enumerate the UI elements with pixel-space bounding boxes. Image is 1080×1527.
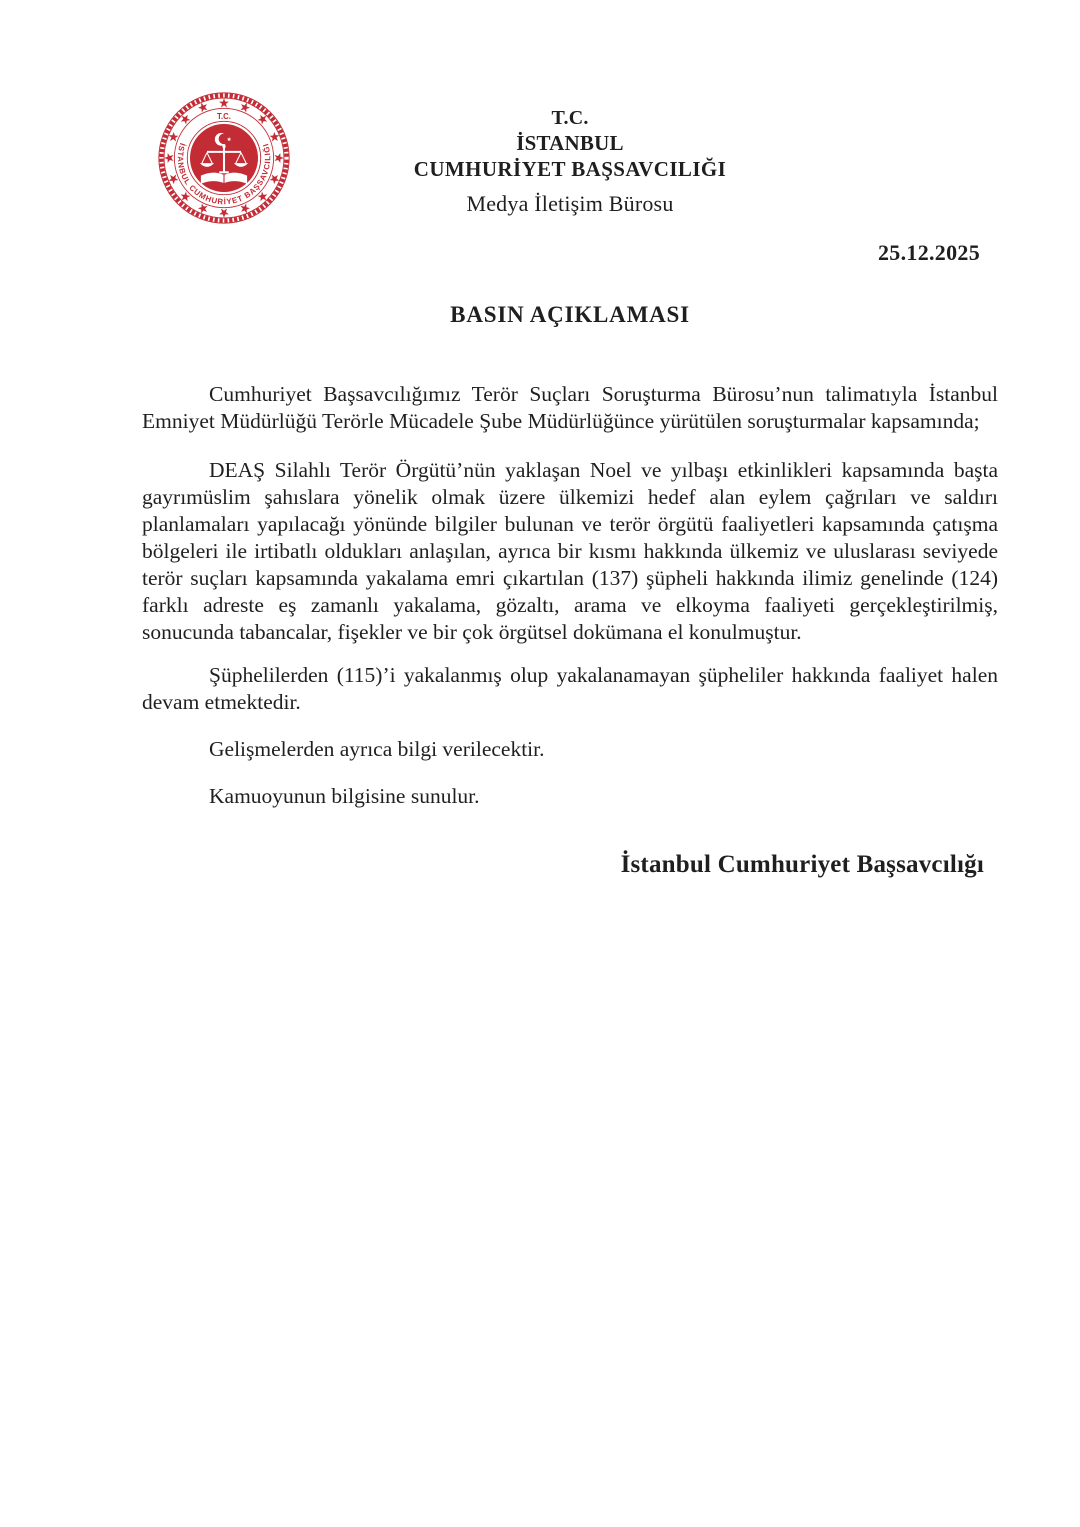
emblem-tc-label: T.C. (217, 111, 231, 121)
paragraph: Gelişmelerden ayrıca bilgi verilecektir. (209, 737, 545, 761)
paragraph: Kamuoyunun bilgisine sunulur. (209, 784, 480, 808)
emblem-ring-text: İSTANBUL CUMHURİYET BAŞSAVCILIĞI (175, 141, 273, 207)
document-date: 25.12.2025 (878, 240, 980, 265)
letterhead (142, 106, 998, 216)
document-title: BASIN AÇIKLAMASI (450, 302, 690, 327)
paragraph: DEAŞ Silahlı Terör Örgütü’nün yaklaşan Noel ve yılbaşı etkinlikleri kapsamında başta gayrımüslim şahıslara yönelik olmak üzere ülkemizi hedef alan eylem çağrıları ve saldırı planlamaları yapılacağı yönünde bilgiler bulunan ve terör örgütü faaliyetleri kapsamında çatışma bölgeleri ile irtibatlı oldukları anlaşılan, ayrıca bir kısmı hakkında ülkemiz ve uluslarası seviyede terör suçları kapsamında yakalama emri çıkartılan (137) şüpheli hakkında ilimiz genelinde (124) farklı adreste eş zamanlı yakalama, gözaltı, arama ve elkoyma faaliyeti gerçekleştirilmiş, sonucunda tabancalar, fişekler ve bir çok örgütsel dokümana el konulmuştur. (142, 458, 998, 644)
paragraph: Şüphelilerden (115)’i yakalanmış olup yakalanamayan şüpheliler hakkında faaliyet halen devam etmektedir. (142, 663, 998, 714)
letterhead-city: İSTANBUL (516, 131, 624, 155)
signature-line: İstanbul Cumhuriyet Başsavcılığı (620, 851, 984, 878)
paragraph: Cumhuriyet Başsavcılığımız Terör Suçları Soruşturma Bürosu’nun talimatıyla İstanbul Emniyet Müdürlüğü Terörle Mücadele Şube Müdürlüğünce yürütülen soruşturmalar kapsamında; (142, 382, 998, 433)
letterhead-tc: T.C. (551, 107, 589, 129)
letterhead-office: CUMHURİYET BAŞSAVCILIĞI (413, 157, 727, 181)
document-body (142, 381, 998, 878)
letterhead-bureau: Medya İletişim Bürosu (466, 191, 674, 216)
